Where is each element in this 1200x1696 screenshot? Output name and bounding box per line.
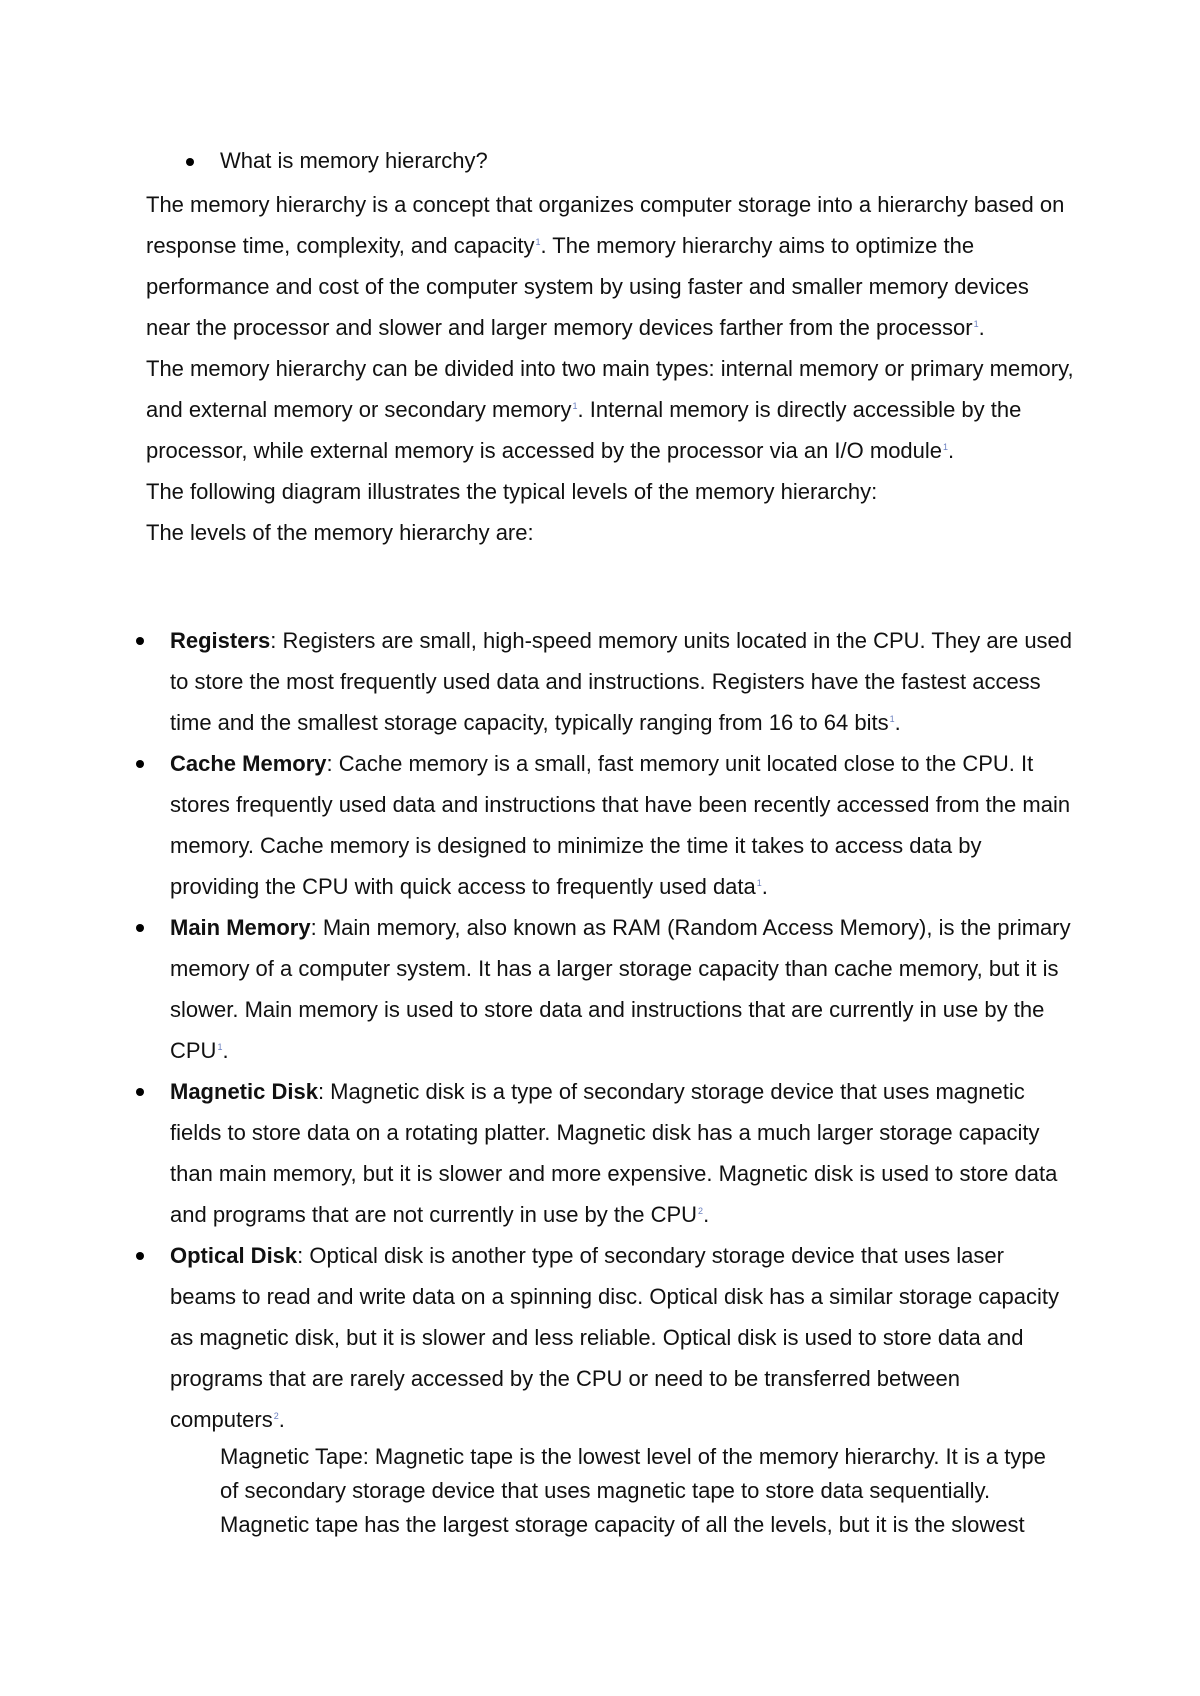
citation-ref[interactable]: 2: [273, 1410, 279, 1421]
bullet-icon: [186, 158, 194, 166]
level-description: : Registers are small, high-speed memory units located in the CPU. They are used to store the most frequently used data and instructions. Registers have the fastest access time and the smallest storage capacity, typically ranging from 16 to 64 bits: [170, 628, 1073, 735]
question-text: What is memory hierarchy?: [220, 148, 488, 173]
level-description: : Optical disk is another type of secondary storage device that uses laser beams to read and write data on a spinning disc. Optical disk has a similar storage capacity as magnetic disk, but it is slower and less reliable. Optical disk is used to store data and programs that are rarely accessed by the CPU or need to be transferred between computers: [170, 1243, 1060, 1432]
intro-text: .: [948, 438, 955, 463]
citation-ref[interactable]: 1: [943, 441, 949, 452]
intro-text: The memory hierarchy can be divided into two main types: internal memory or primary memory, and external memory or secondary memory: [146, 356, 1074, 422]
level-end: .: [894, 710, 901, 735]
bullet-icon: [136, 1252, 144, 1260]
intro-paragraph-1: [146, 184, 1076, 348]
intro-paragraph-2: [146, 348, 1076, 471]
level-item-cache-memory: [134, 743, 1074, 907]
bullet-icon: [136, 637, 144, 645]
citation-ref[interactable]: 1: [889, 713, 895, 724]
citation-ref[interactable]: 1: [535, 236, 541, 247]
intro-text: . The memory hierarchy aims to optimize the performance and cost of the computer system by using faster and smaller memory devices near the processor and slower and larger memory devices farther from the processor: [146, 233, 1029, 340]
level-term: Main Memory: [170, 915, 311, 940]
intro-paragraph-3: The following diagram illustrates the typical levels of the memory hierarchy:: [146, 479, 878, 504]
bullet-icon: [136, 760, 144, 768]
levels-list: [134, 620, 1074, 1440]
intro-text: . Internal memory is directly accessible by the processor, while external memory is accessed by the processor via an I/O module: [146, 397, 1022, 463]
level-end: .: [761, 874, 768, 899]
magnetic-tape-paragraph: Magnetic Tape: Magnetic tape is the lowest level of the memory hierarchy. It is a type of secondary storage device that uses magnetic tape to store data sequentially. Magnetic tape has the largest storage capacity of all the levels, but it is the slowest: [220, 1444, 1046, 1537]
intro-paragraph-4: The levels of the memory hierarchy are:: [146, 520, 534, 545]
citation-ref[interactable]: 1: [217, 1041, 223, 1052]
level-term: Cache Memory: [170, 751, 327, 776]
citation-ref[interactable]: 1: [973, 318, 979, 329]
level-description: : Cache memory is a small, fast memory unit located close to the CPU. It stores frequently used data and instructions that have been recently accessed from the main memory. Cache memory is designed to minimize the time it takes to access data by providing the CPU with quick access to frequently used data: [170, 751, 1071, 899]
bullet-icon: [136, 924, 144, 932]
level-term: Registers: [170, 628, 271, 653]
level-term: Optical Disk: [170, 1243, 298, 1268]
level-item-main-memory: [134, 907, 1074, 1071]
level-end: .: [222, 1038, 229, 1063]
level-description: : Main memory, also known as RAM (Random Access Memory), is the primary memory of a computer system. It has a larger storage capacity than cache memory, but it is slower. Main memory is used to store data and instructions that are currently in use by the CPU: [170, 915, 1071, 1063]
level-description: : Magnetic disk is a type of secondary storage device that uses magnetic fields to store data on a rotating platter. Magnetic disk has a much larger storage capacity than main memory, but it is slower and more expensive. Magnetic disk is used to store data and programs that are not currently in use by the CPU: [170, 1079, 1058, 1227]
level-item-registers: [134, 620, 1074, 743]
level-end: .: [703, 1202, 710, 1227]
citation-ref[interactable]: 1: [756, 877, 762, 888]
citation-ref[interactable]: 2: [698, 1205, 704, 1216]
intro-text: The memory hierarchy is a concept that organizes computer storage into a hierarchy based on response time, complexity, and capacity: [146, 192, 1065, 258]
question-list: [186, 146, 488, 176]
bullet-icon: [136, 1088, 144, 1096]
level-term: Magnetic Disk: [170, 1079, 318, 1104]
intro-text: .: [978, 315, 985, 340]
question-item: [186, 146, 488, 176]
citation-ref[interactable]: 1: [572, 400, 578, 411]
level-item-magnetic-disk: [134, 1071, 1074, 1235]
level-end: .: [278, 1407, 285, 1432]
level-item-optical-disk: [134, 1235, 1074, 1440]
intro-section: [146, 184, 1076, 553]
